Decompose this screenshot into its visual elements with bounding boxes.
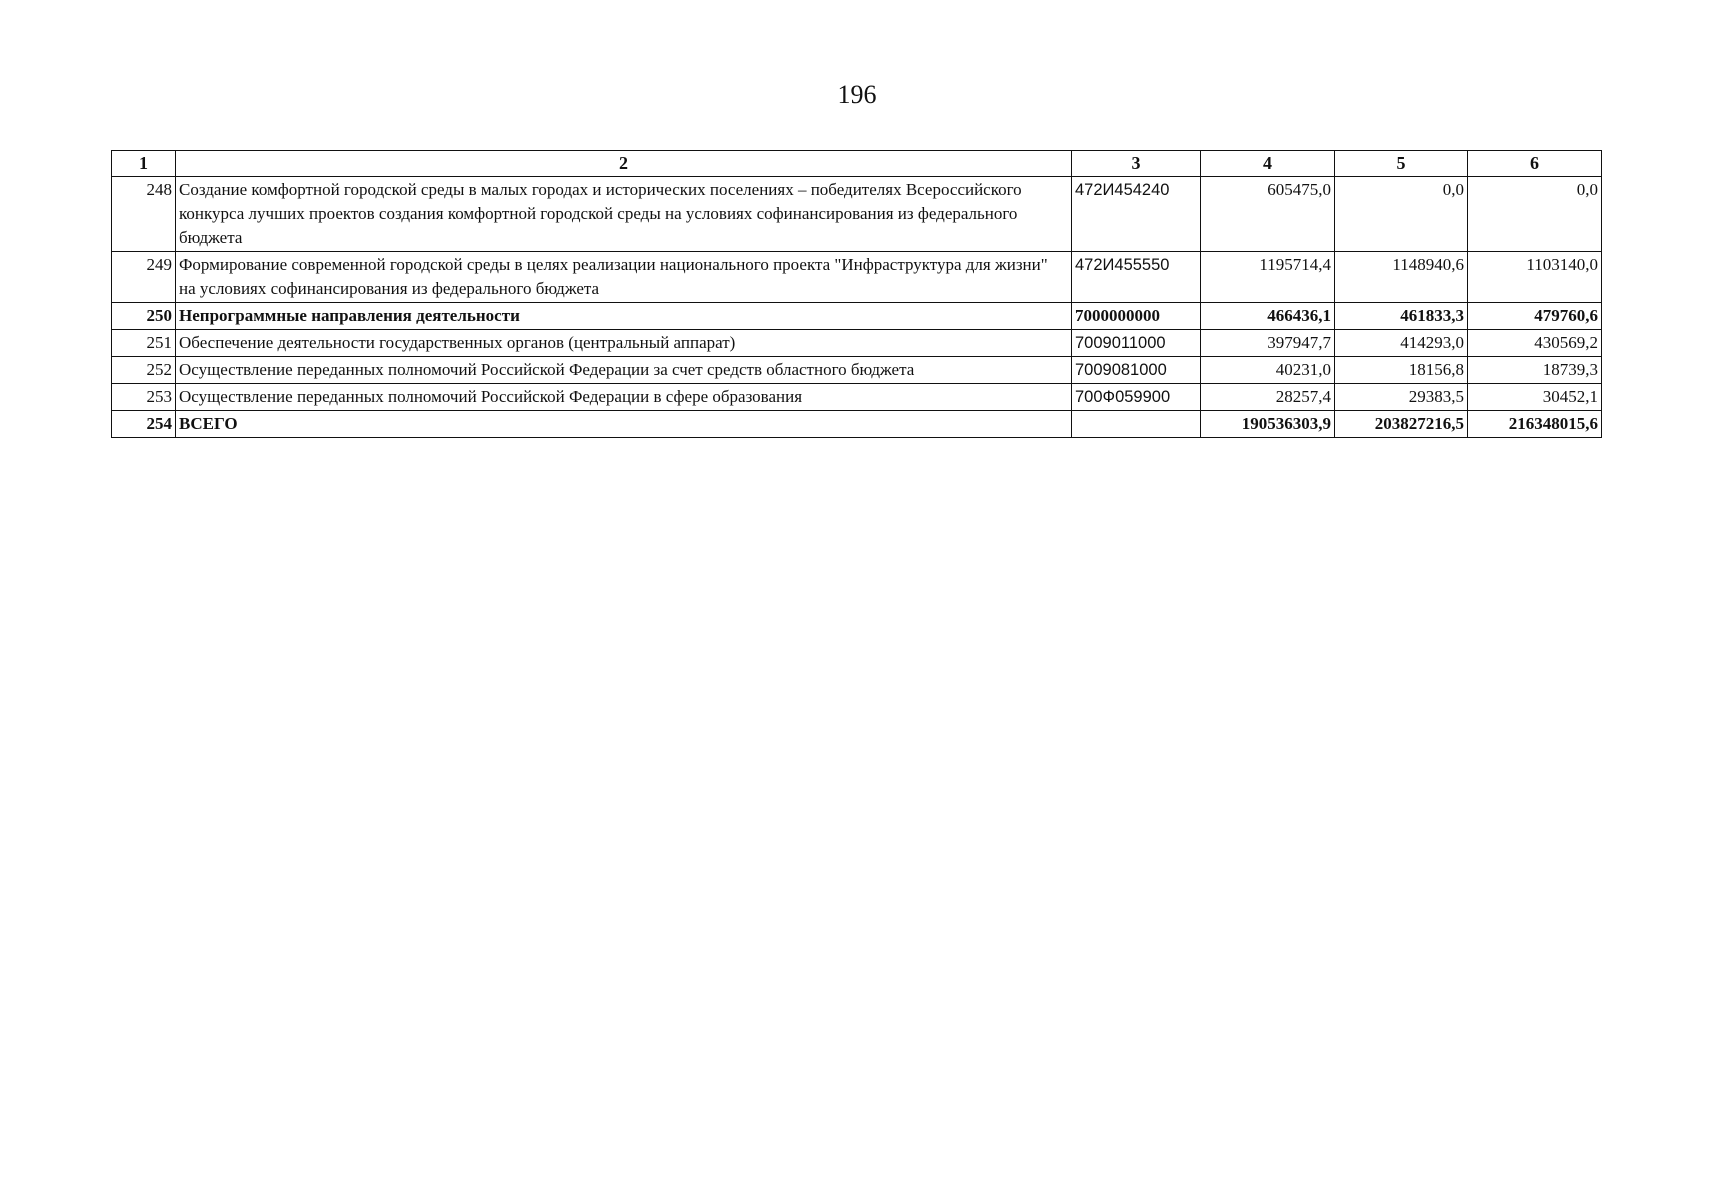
row-name: Осуществление переданных полномочий Российской Федерации за счет средств областного бюджета bbox=[176, 357, 1072, 384]
row-code: 7000000000 bbox=[1072, 303, 1201, 330]
row-number: 254 bbox=[112, 411, 176, 438]
row-name: Непрограммные направления деятельности bbox=[176, 303, 1072, 330]
row-number: 249 bbox=[112, 252, 176, 303]
row-amount-5: 29383,5 bbox=[1335, 384, 1468, 411]
header-col-6: 6 bbox=[1468, 151, 1602, 177]
row-code: 700Ф059900 bbox=[1072, 384, 1201, 411]
table-row bbox=[112, 357, 1602, 384]
row-name: Обеспечение деятельности государственных органов (центральный аппарат) bbox=[176, 330, 1072, 357]
row-amount-5: 203827216,5 bbox=[1335, 411, 1468, 438]
row-code: 472И454240 bbox=[1072, 177, 1201, 252]
row-amount-5: 18156,8 bbox=[1335, 357, 1468, 384]
table-row bbox=[112, 177, 1602, 252]
row-amount-4: 605475,0 bbox=[1201, 177, 1335, 252]
row-code: 7009081000 bbox=[1072, 357, 1201, 384]
row-amount-4: 40231,0 bbox=[1201, 357, 1335, 384]
row-code bbox=[1072, 411, 1201, 438]
row-code: 472И455550 bbox=[1072, 252, 1201, 303]
row-amount-6: 216348015,6 bbox=[1468, 411, 1602, 438]
row-amount-4: 1195714,4 bbox=[1201, 252, 1335, 303]
header-col-5: 5 bbox=[1335, 151, 1468, 177]
row-amount-6: 30452,1 bbox=[1468, 384, 1602, 411]
row-amount-4: 466436,1 bbox=[1201, 303, 1335, 330]
header-row bbox=[112, 151, 1602, 177]
row-name: Создание комфортной городской среды в малых городах и исторических поселениях – победителях Всероссийского конкурса лучших проектов создания комфортной городской среды на условиях софинансирования из федерального бюджета bbox=[176, 177, 1072, 252]
budget-table bbox=[111, 150, 1602, 438]
row-amount-6: 0,0 bbox=[1468, 177, 1602, 252]
row-number: 248 bbox=[112, 177, 176, 252]
row-amount-5: 461833,3 bbox=[1335, 303, 1468, 330]
row-number: 251 bbox=[112, 330, 176, 357]
row-amount-6: 18739,3 bbox=[1468, 357, 1602, 384]
row-code: 7009011000 bbox=[1072, 330, 1201, 357]
row-number: 253 bbox=[112, 384, 176, 411]
row-name: ВСЕГО bbox=[176, 411, 1072, 438]
row-number: 252 bbox=[112, 357, 176, 384]
page-number: 196 bbox=[837, 80, 877, 109]
table-row bbox=[112, 384, 1602, 411]
row-amount-6: 1103140,0 bbox=[1468, 252, 1602, 303]
header-col-3: 3 bbox=[1072, 151, 1201, 177]
table-row bbox=[112, 330, 1602, 357]
row-amount-5: 1148940,6 bbox=[1335, 252, 1468, 303]
row-name: Формирование современной городской среды в целях реализации национального проекта "Инфраструктура для жизни" на условиях софинансирования из федерального бюджета bbox=[176, 252, 1072, 303]
row-number: 250 bbox=[112, 303, 176, 330]
table-row bbox=[112, 252, 1602, 303]
row-name: Осуществление переданных полномочий Российской Федерации в сфере образования bbox=[176, 384, 1072, 411]
row-amount-6: 479760,6 bbox=[1468, 303, 1602, 330]
row-amount-4: 397947,7 bbox=[1201, 330, 1335, 357]
row-amount-6: 430569,2 bbox=[1468, 330, 1602, 357]
table-row-total bbox=[112, 411, 1602, 438]
header-col-2: 2 bbox=[176, 151, 1072, 177]
row-amount-4: 190536303,9 bbox=[1201, 411, 1335, 438]
header-col-1: 1 bbox=[112, 151, 176, 177]
header-col-4: 4 bbox=[1201, 151, 1335, 177]
row-amount-4: 28257,4 bbox=[1201, 384, 1335, 411]
row-amount-5: 414293,0 bbox=[1335, 330, 1468, 357]
table-row bbox=[112, 303, 1602, 330]
row-amount-5: 0,0 bbox=[1335, 177, 1468, 252]
